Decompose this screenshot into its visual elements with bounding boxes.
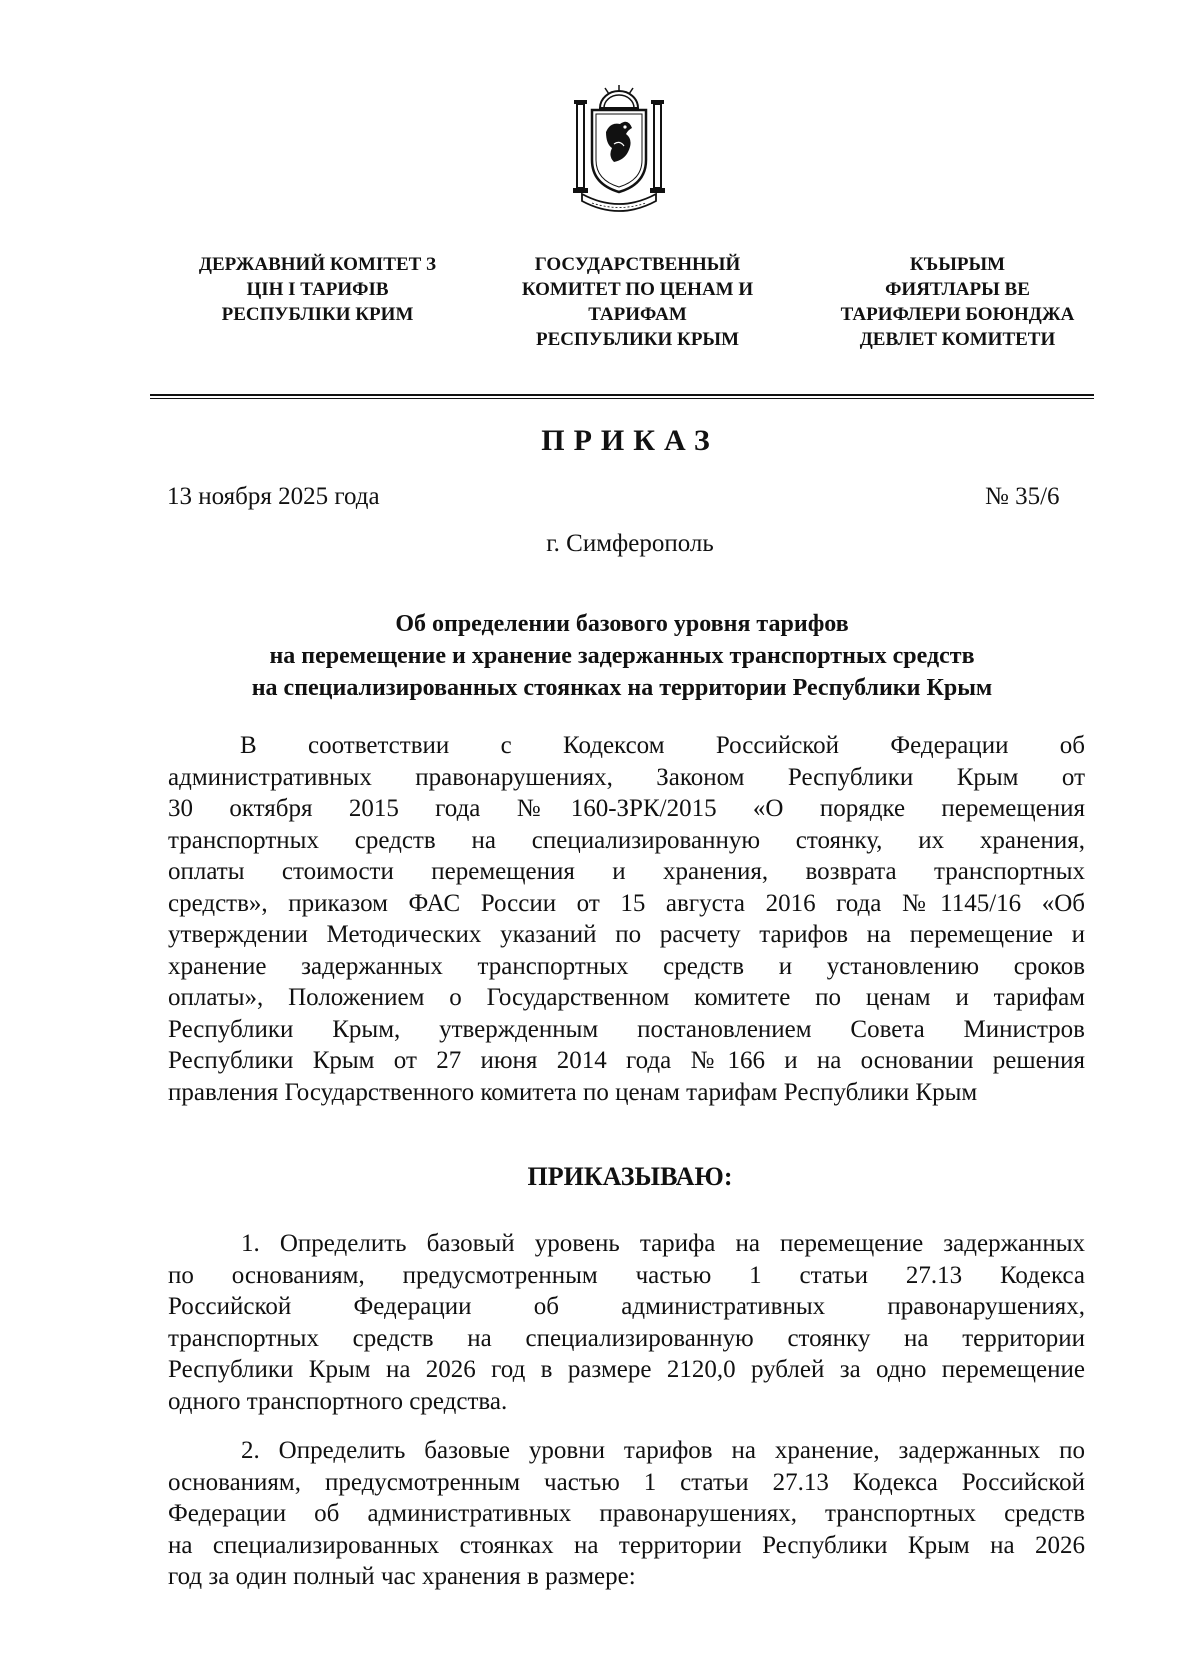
order-heading: ПРИКАЗЫВАЮ: xyxy=(527,1162,733,1191)
issuer-name-ukrainian: ДЕРЖАВНИЙ КОМІТЕТ З ЦІН І ТАРИФІВ РЕСПУБЛІКИ КРИМ xyxy=(198,254,437,325)
item-line: Федерации об административных правонарушениях, транспортных средств xyxy=(168,1500,1085,1527)
crimea-coat-of-arms-icon xyxy=(570,82,668,218)
document-title: ПРИКАЗ xyxy=(541,424,719,457)
item-line: одного транспортного средства. xyxy=(168,1387,508,1415)
document-subject xyxy=(150,608,1094,704)
item-line: год за один полный час хранения в размере: xyxy=(168,1563,636,1590)
preamble-line: средств», приказом ФАС России от 15 августа 2016 года №1145/16 «Об xyxy=(168,889,1085,917)
issuer-name-russian: ГОСУДАРСТВЕННЫЙ КОМИТЕТ ПО ЦЕНАМ И ТАРИФАМ РЕСПУБЛИКИ КРЫМ xyxy=(521,254,754,350)
order-item-1 xyxy=(168,1228,1085,1417)
item-line: 1. Определить базовый уровень тарифа на перемещение задержанных xyxy=(241,1230,1085,1257)
preamble-line: транспортных средств на специализированную стоянку, их хранения, xyxy=(168,826,1085,854)
issuer-name-crimean-tatar: КЪЫРЫМ ФИЯТЛАРЫ ВЕ ТАРИФЛЕРИ БОЮНДЖА ДЕВЛЕТ КОМИТЕТИ xyxy=(840,254,1075,350)
item-line: основаниям, предусмотренным частью 1 статьи 27.13 Кодекса Российской xyxy=(168,1468,1085,1496)
issuer-header xyxy=(170,252,1100,382)
preamble-line: 30 октября 2015 года №160-ЗРК/2015 «О порядке перемещения xyxy=(168,795,1085,822)
item-line: по основаниям, предусмотренным частью 1 статьи 27.13 Кодекса xyxy=(168,1261,1085,1289)
order-item-2 xyxy=(168,1435,1085,1593)
preamble-line: хранение задержанных транспортных средств и установлению сроков xyxy=(168,952,1085,980)
header-divider xyxy=(150,394,1094,399)
preamble-line: оплаты», Положением о Государственном комитете по ценам и тарифам xyxy=(168,984,1085,1011)
subject-line: на перемещение и хранение задержанных транспортных средств xyxy=(269,643,975,669)
preamble-paragraph xyxy=(168,730,1085,1108)
preamble-line: В соответствии с Кодексом Российской Федерации об xyxy=(240,732,1085,759)
preamble-line: Республики Крым, утвержденным постановлением Совета Министров xyxy=(168,1015,1085,1043)
preamble-line: утверждении Методических указаний по расчету тарифов на перемещение и xyxy=(168,921,1085,948)
preamble-line: административных правонарушениях, Законом Республики Крым от xyxy=(168,763,1085,791)
document-city: г. Симферополь xyxy=(546,530,714,557)
preamble-line: Республики Крым от 27 июня 2014 года №166 и на основании решения xyxy=(168,1047,1085,1074)
subject-line: на специализированных стоянках на территории Республики Крым xyxy=(251,675,993,701)
item-line: Российской Федерации об административных правонарушениях, xyxy=(168,1293,1085,1320)
preamble-line: оплаты стоимости перемещения и хранения, возврата транспортных xyxy=(168,858,1085,885)
item-line: на специализированных стоянках на территории Республики Крым на 2026 xyxy=(168,1531,1085,1559)
preamble-line: правления Государственного комитета по ценам тарифам Республики Крым xyxy=(168,1078,978,1106)
item-line: транспортных средств на специализированную стоянку на территории xyxy=(168,1324,1085,1352)
item-line: 2. Определить базовые уровни тарифов на хранение, задержанных по xyxy=(241,1437,1085,1464)
subject-line: Об определении базового уровня тарифов xyxy=(395,611,849,637)
document-number: № 35/6 xyxy=(985,483,1060,510)
document-date: 13 ноября 2025 года xyxy=(167,483,380,510)
item-line: Республики Крым на 2026 год в размере 2120,0 рублей за одно перемещение xyxy=(168,1356,1085,1383)
